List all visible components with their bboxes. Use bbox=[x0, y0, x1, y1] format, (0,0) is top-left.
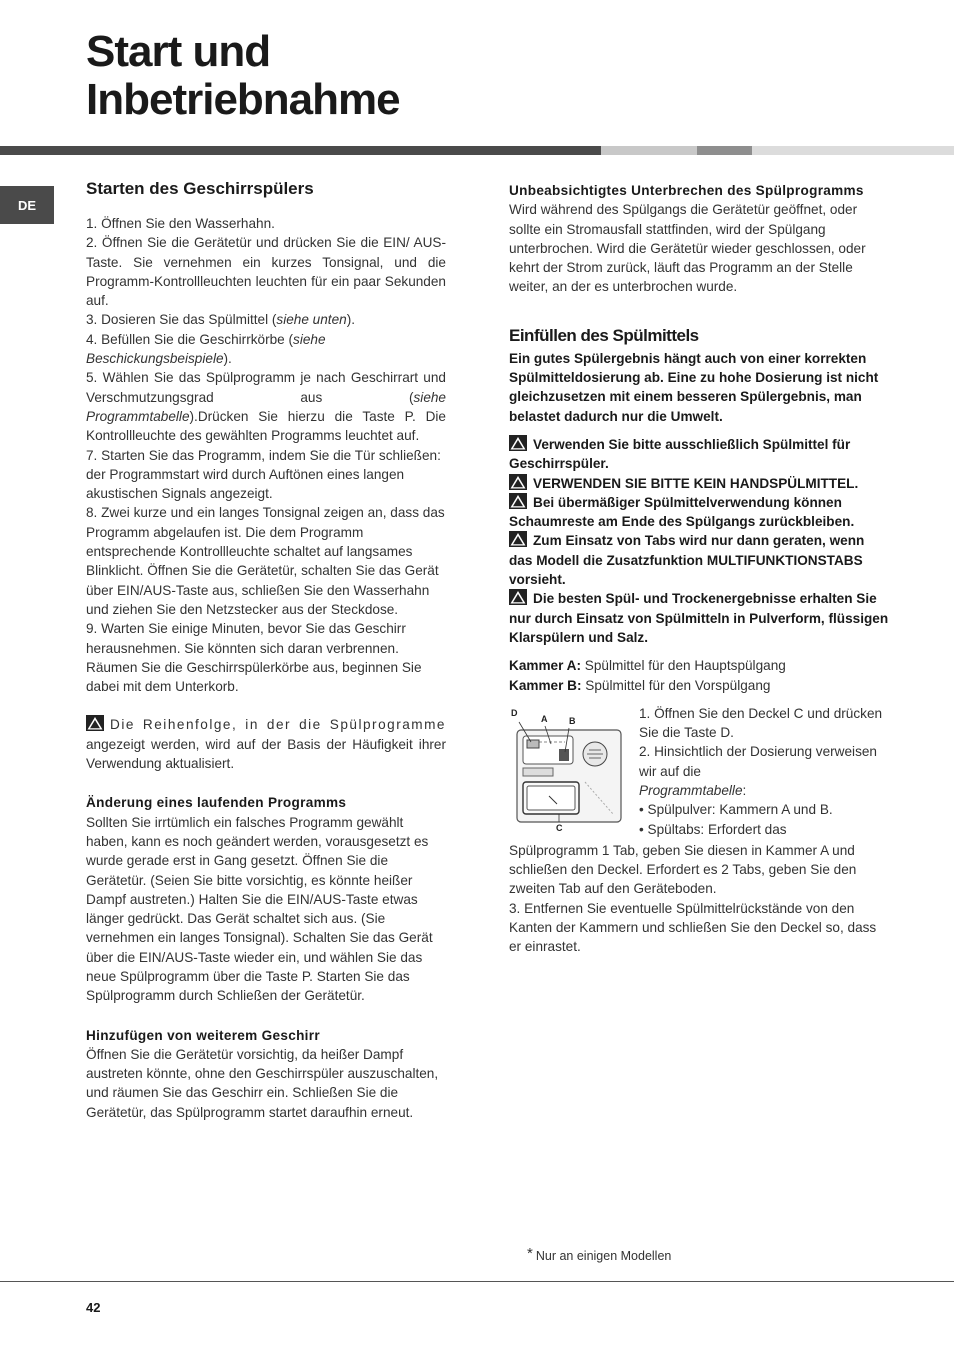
step-4: 4. Befüllen Sie die Geschirrkörbe (siehe Beschickungsbeispiele). bbox=[86, 331, 326, 367]
warning-triangle-icon bbox=[509, 531, 527, 547]
warning-triangle-icon bbox=[509, 435, 527, 451]
section-heading-start: Starten des Geschirrspülers bbox=[86, 179, 314, 198]
warning-3: Bei übermäßiger Spülmittelverwendung können Schaumreste am Ende des Spülgangs zurückbleiben. bbox=[509, 494, 855, 530]
left-column bbox=[86, 178, 446, 1122]
warning-5: Die besten Spül- und Trockenergebnisse erhalten Sie nur durch Einsatz von Spülmitteln in Pulverform, flüssigen Klarspülern und Salz. bbox=[509, 591, 889, 645]
fig-bullet-2: • Spültabs: Erfordert das bbox=[639, 821, 787, 837]
step-2: 2. Öffnen Sie die Gerätetür und drücken Sie die EIN/ AUS-Taste. Sie vernehmen ein kurzes Tonsignal, und die Programm-Kontrollleuchten leuchten für ein paar Sekunden auf. bbox=[86, 235, 446, 309]
fig-step-2-ref: Programmtabelle: bbox=[639, 783, 747, 799]
program-order-note: Die Reihenfolge, in der die Spülprogramme angezeigt werden, wird auf der Basis der Häufigkeit ihrer Verwendung aktualisiert. bbox=[86, 717, 446, 772]
detergent-intro: Ein gutes Spülergebnis hängt auch von einer korrekten Spülmitteldosierung ab. Eine zu hohe Dosierung ist nicht gleichzusetzen mit einem besseren Spülergebnis, man belastet dadurch nur die Umwelt. bbox=[509, 350, 879, 424]
warning-2: VERWENDEN SIE BITTE KEIN HANDSPÜLMITTEL. bbox=[509, 474, 891, 493]
chamber-a: Kammer A: Spülmittel für den Hauptspülgang bbox=[509, 658, 786, 674]
step-9: 9. Warten Sie einige Minuten, bevor Sie das Geschirr herausnehmen. Sie könnten sich daran verbrennen. Räumen Sie die Geschirrspülerkörbe aus, beginnen Sie dabei mit dem Unterkorb. bbox=[86, 621, 422, 695]
page-number: 42 bbox=[86, 1300, 101, 1315]
change-program-text: Sollten Sie irrtümlich ein falsches Programm gewählt haben, kann es noch geändert werden, vorausgesetzt es wurde gerade erst in Gang gesetzt. Öffnen Sie die Gerätetür. (Seien Sie bitte vorsichtig, es könnte heißer Dampf austreten.) Halten Sie die EIN/AUS-Taste etwas länger gedrückt. Das Gerät schaltet sich aus. (Sie vernehmen ein langes Tonsignal). Schalten Sie das Gerät über die EIN/AUS-Taste wieder ein, und wählen Sie das neue Spülprogramm über die Taste P. Starten Sie das Spülprogramm durch Schließen der Gerätetür. bbox=[86, 814, 433, 1004]
change-program-heading: Änderung eines laufenden Programms bbox=[86, 795, 347, 811]
warning-1: Verwenden Sie bitte ausschließlich Spülmittel für Geschirrspüler. bbox=[509, 436, 851, 472]
add-dishes-heading: Hinzufügen von weiterem Geschirr bbox=[86, 1027, 320, 1043]
fig-step-2: 2. Hinsichtlich der Dosierung verweisen wir auf die bbox=[639, 744, 877, 779]
figure-label-a: A bbox=[541, 713, 548, 724]
detergent-dispenser-illustration bbox=[509, 704, 627, 832]
right-column bbox=[509, 178, 891, 957]
footnote-text: Nur an einigen Modellen bbox=[535, 1249, 672, 1263]
warning-4: Zum Einsatz von Tabs wird nur dann geraten, wenn das Modell die Zusatzfunktion MULTIFUNKTIONSTABS vorsieht. bbox=[509, 533, 865, 588]
step-7: 7. Starten Sie das Programm, indem Sie die Tür schließen: der Programmstart wird durch Auftönen eines langen akustischen Signals angezeigt. bbox=[86, 447, 441, 502]
footnote bbox=[527, 1245, 671, 1263]
header-rule-dark bbox=[0, 146, 601, 155]
warning-triangle-icon bbox=[509, 493, 527, 509]
header-rule-light bbox=[601, 146, 697, 155]
header-rule-light-end bbox=[752, 146, 954, 155]
after-figure-text: Spülprogramm 1 Tab, geben Sie diesen in Kammer A und schließen den Deckel. Erfordert es 2 Tabs, geben Sie den zweiten Tab auf den Geräteboden. bbox=[509, 842, 857, 897]
step-8: 8. Zwei kurze und ein langes Tonsignal zeigen an, dass das Programm abgelaufen ist. Die dem Programm entsprechende Kontrollleuchte schaltet auf langsames Blinklicht. Öffnen Sie die Gerätetür, schalten Sie das Gerät über EIN/AUS-Taste aus, schließen Sie den Wasserhahn und ziehen Sie den Netzstecker aus der Steckdose. bbox=[86, 505, 445, 617]
footnote-star: * bbox=[527, 1245, 533, 1262]
chamber-b: Kammer B: Spülmittel für den Vorspülgang bbox=[509, 677, 771, 693]
warning-triangle-icon bbox=[509, 589, 527, 605]
dispenser-figure-row bbox=[509, 704, 891, 844]
interrupt-heading: Unbeabsichtigtes Unterbrechen des Spülprogramms bbox=[509, 183, 864, 198]
interrupt-text: Wird während des Spülgangs die Gerätetür geöffnet, oder sollte ein Stromausfall stattfinden, wird der Spülgang unterbrochen. Wird die Gerätetür wieder geschlossen, oder kehrt der Strom zurück, läuft das Programm an der Stelle weiter, an der es unterbrochen wurde. bbox=[509, 202, 866, 295]
header-rule-mid bbox=[697, 146, 752, 155]
dispenser-instructions bbox=[639, 704, 891, 839]
step-5: 5. Wählen Sie das Spülprogramm je nach Geschirrart und Verschmutzungsgrad aus (siehe Programmtabelle).Drücken Sie hierzu die Taste P. Die Kontrollleuchte des gewählten Programms leuchtet auf. bbox=[86, 370, 446, 444]
page-title bbox=[86, 28, 400, 124]
step-1: 1. Öffnen Sie den Wasserhahn. bbox=[86, 216, 275, 231]
fig-bullet-1: • Spülpulver: Kammern A und B. bbox=[639, 802, 833, 818]
figure-label-c: C bbox=[556, 822, 563, 832]
footer-rule bbox=[0, 1281, 954, 1282]
page-title-line1: Start und bbox=[86, 27, 271, 76]
page-title-line2: Inbetriebnahme bbox=[86, 75, 400, 124]
step-3: 3. Dosieren Sie das Spülmittel (siehe unten). bbox=[86, 312, 356, 328]
fig-step-1: 1. Öffnen Sie den Deckel C und drücken Sie die Taste D. bbox=[639, 705, 883, 741]
language-tab: DE bbox=[0, 186, 54, 224]
step-3-remove-residue: 3. Entfernen Sie eventuelle Spülmittelrückstände von den Kanten der Kammern und schließen Sie den Deckel so, dass er einrastet. bbox=[509, 900, 877, 955]
figure-label-d: D bbox=[511, 707, 518, 718]
warning-triangle-icon bbox=[509, 474, 527, 490]
add-dishes-text: Öffnen Sie die Gerätetür vorsichtig, da heißer Dampf austreten könnte, ohne den Geschirrspüler auszuschalten, und räumen Sie das Geschirr ein. Schließen Sie die Gerätetür, das Spülprogramm startet daraufhin erneut. bbox=[86, 1046, 439, 1120]
detergent-heading: Einfüllen des Spülmittels bbox=[509, 325, 699, 345]
figure-label-b: B bbox=[569, 715, 576, 726]
warning-triangle-icon bbox=[86, 715, 104, 731]
